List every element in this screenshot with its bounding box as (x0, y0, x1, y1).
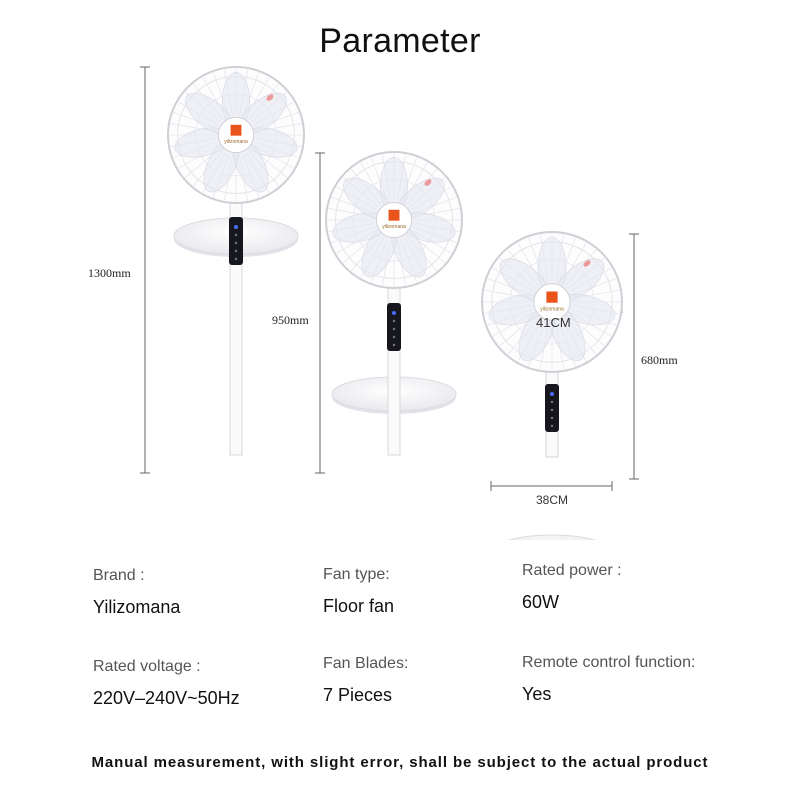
spec-fan-blades (323, 655, 408, 706)
spec-fan-type-label: Fan type: (323, 566, 390, 583)
brand-logo-text: yilizomana (540, 306, 564, 313)
spec-rated-power (522, 562, 622, 613)
spec-remote-control (522, 654, 695, 705)
brand-logo-icon (231, 125, 242, 136)
spec-fan-type (323, 566, 394, 617)
spec-fan-type-value: Floor fan (323, 596, 395, 616)
spec-fan-blades-value: 7 Pieces (323, 685, 393, 705)
small-fan-head (482, 232, 622, 372)
spec-rated-voltage-label: Rated voltage : (93, 658, 201, 675)
disclaimer-footer: Manual measurement, with slight error, shall be subject to the actual product (91, 754, 709, 771)
spec-remote-control-value: Yes (522, 684, 552, 704)
medium-fan (326, 152, 462, 455)
small-fan-height-label: 680mm (641, 353, 678, 367)
spec-rated-power-value: 60W (522, 592, 560, 612)
brand-logo-icon (389, 210, 400, 221)
brand-logo-text: yilizomana (224, 139, 248, 146)
head-diameter-label: 41CM (536, 315, 571, 330)
spec-rated-voltage (93, 658, 240, 709)
page-title: Parameter (319, 22, 481, 60)
large-fan-height-label: 1300mm (88, 266, 131, 280)
medium-fan-height-label: 950mm (272, 313, 309, 327)
spec-brand-value: Yilizomana (93, 597, 181, 617)
spec-rated-voltage-value: 220V–240V~50Hz (93, 688, 240, 708)
spec-brand (93, 567, 180, 618)
spec-fan-blades-label: Fan Blades: (323, 655, 409, 672)
large-fan (168, 67, 304, 455)
brand-logo-text: yilizomana (382, 224, 406, 231)
base-diameter-label: 38CM (536, 493, 569, 507)
large-fan-head (168, 67, 304, 203)
medium-fan-control-panel (387, 303, 401, 351)
small-fan-control-panel (545, 384, 559, 432)
spec-rated-power-label: Rated power : (522, 562, 622, 579)
brand-logo-icon (546, 292, 557, 303)
medium-fan-head (326, 152, 462, 288)
spec-remote-control-label: Remote control function: (522, 654, 696, 671)
large-fan-control-panel (229, 217, 243, 265)
spec-brand-label: Brand : (93, 567, 145, 584)
